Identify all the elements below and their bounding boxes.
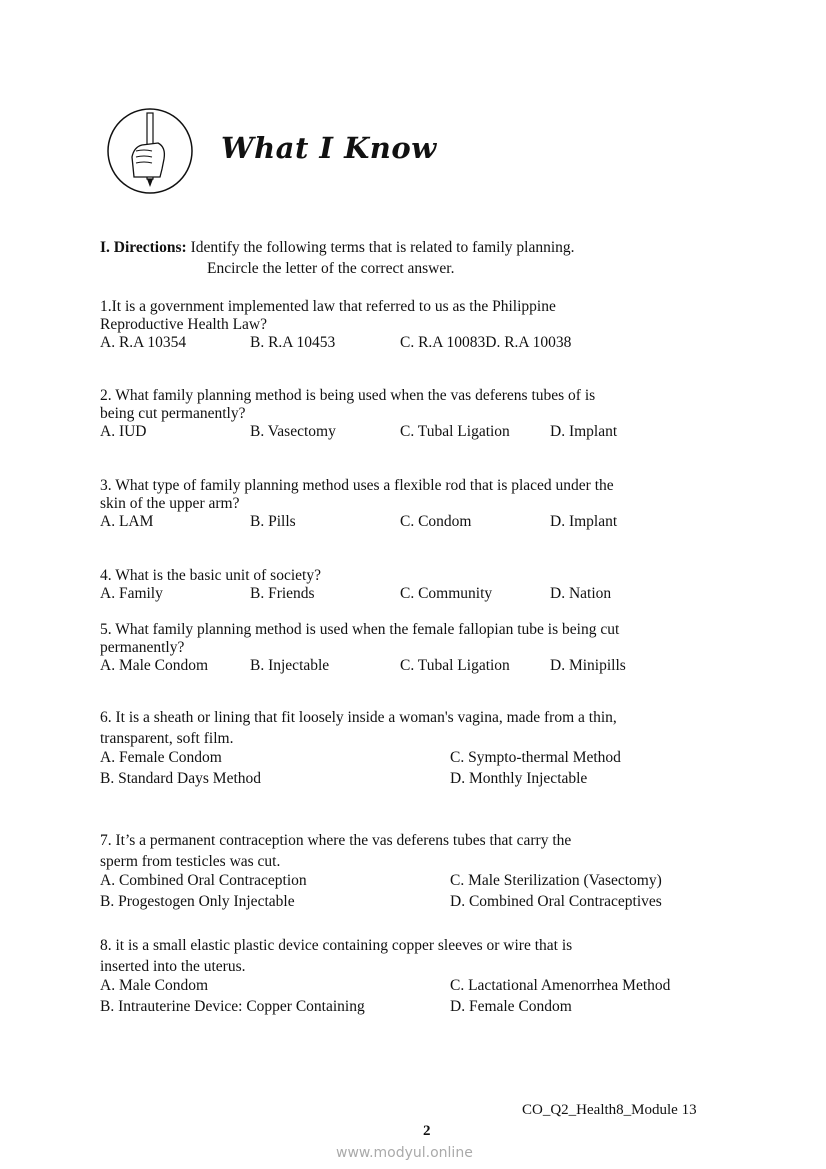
question-text: 2. What family planning method is being used when the vas deferens tubes of is [100, 387, 596, 404]
directions-line1: Identify the following terms that is related to family planning. [190, 239, 575, 256]
directions-line2: Encircle the letter of the correct answer. [207, 260, 455, 277]
question-text: being cut permanently? [100, 405, 246, 422]
question-5 [100, 621, 740, 675]
question-6 [100, 708, 740, 790]
question-text: Reproductive Health Law? [100, 316, 267, 333]
option-c[interactable]: C. Lactational Amenorrhea Method [450, 977, 671, 994]
watermark: www.modyul.online [336, 1145, 473, 1161]
page-number: 2 [423, 1123, 431, 1139]
question-text: permanently? [100, 639, 185, 656]
option-d[interactable]: D. Implant [550, 423, 618, 440]
option-d[interactable]: D. Minipills [550, 657, 626, 674]
option-d[interactable]: D. Combined Oral Contraceptives [450, 892, 662, 910]
option-a[interactable]: A. Family [100, 585, 163, 602]
question-text: 4. What is the basic unit of society? [100, 567, 321, 584]
module-code: CO_Q2_Health8_Module 13 [522, 1102, 697, 1118]
question-text: inserted into the uterus. [100, 957, 246, 975]
question-text: 7. It’s a permanent contraception where the vas deferens tubes that carry the [100, 832, 572, 849]
question-3 [100, 477, 740, 531]
option-b[interactable]: B. Vasectomy [250, 423, 336, 440]
question-text: 3. What type of family planning method uses a flexible rod that is placed under the [100, 477, 614, 494]
question-1 [100, 298, 740, 352]
option-a[interactable]: A. Male Condom [100, 977, 209, 994]
option-a[interactable]: A. Combined Oral Contraception [100, 872, 307, 889]
option-a[interactable]: A. Female Condom [100, 749, 222, 766]
question-text: transparent, soft film. [100, 729, 234, 747]
option-c[interactable]: C. Condom [400, 513, 472, 530]
option-d[interactable]: D. Monthly Injectable [450, 769, 588, 787]
option-a[interactable]: A. IUD [100, 423, 147, 440]
option-b[interactable]: B. Progestogen Only Injectable [100, 892, 295, 910]
option-c[interactable]: C. Male Sterilization (Vasectomy) [450, 872, 662, 889]
option-c-d[interactable]: C. R.A 10083D. R.A 10038 [400, 334, 572, 351]
question-text: 8. it is a small elastic plastic device containing copper sleeves or wire that is [100, 937, 573, 954]
option-d[interactable]: D. Female Condom [450, 997, 572, 1015]
option-a[interactable]: A. LAM [100, 513, 154, 530]
directions [100, 239, 575, 257]
option-b[interactable]: B. Injectable [250, 657, 330, 674]
question-text: 1.It is a government implemented law that referred to us as the Philippine [100, 298, 556, 315]
option-c[interactable]: C. Tubal Ligation [400, 657, 510, 674]
option-b[interactable]: B. Pills [250, 513, 296, 530]
section-title: What I Know [221, 131, 437, 165]
option-a[interactable]: A. R.A 10354 [100, 334, 187, 351]
option-a[interactable]: A. Male Condom [100, 657, 209, 674]
question-text: 5. What family planning method is used when the female fallopian tube is being cut [100, 621, 620, 638]
question-2 [100, 387, 740, 441]
option-c[interactable]: C. Community [400, 585, 493, 602]
question-text: skin of the upper arm? [100, 495, 240, 512]
option-b[interactable]: B. Standard Days Method [100, 769, 262, 787]
question-7 [100, 831, 740, 913]
directions-label: I. Directions: [100, 239, 187, 256]
option-d[interactable]: D. Nation [550, 585, 612, 602]
option-c[interactable]: C. Sympto-thermal Method [450, 749, 621, 766]
question-4 [100, 567, 740, 603]
hand-holding-pencil-icon [106, 107, 194, 195]
option-d[interactable]: D. Implant [550, 513, 618, 530]
option-b[interactable]: B. Friends [250, 585, 315, 602]
option-b[interactable]: B. Intrauterine Device: Copper Containing [100, 997, 365, 1015]
question-text: sperm from testicles was cut. [100, 852, 281, 870]
question-8 [100, 936, 740, 1018]
option-b[interactable]: B. R.A 10453 [250, 334, 336, 351]
option-c[interactable]: C. Tubal Ligation [400, 423, 510, 440]
question-text: 6. It is a sheath or lining that fit loosely inside a woman's vagina, made from a thin, [100, 709, 617, 726]
